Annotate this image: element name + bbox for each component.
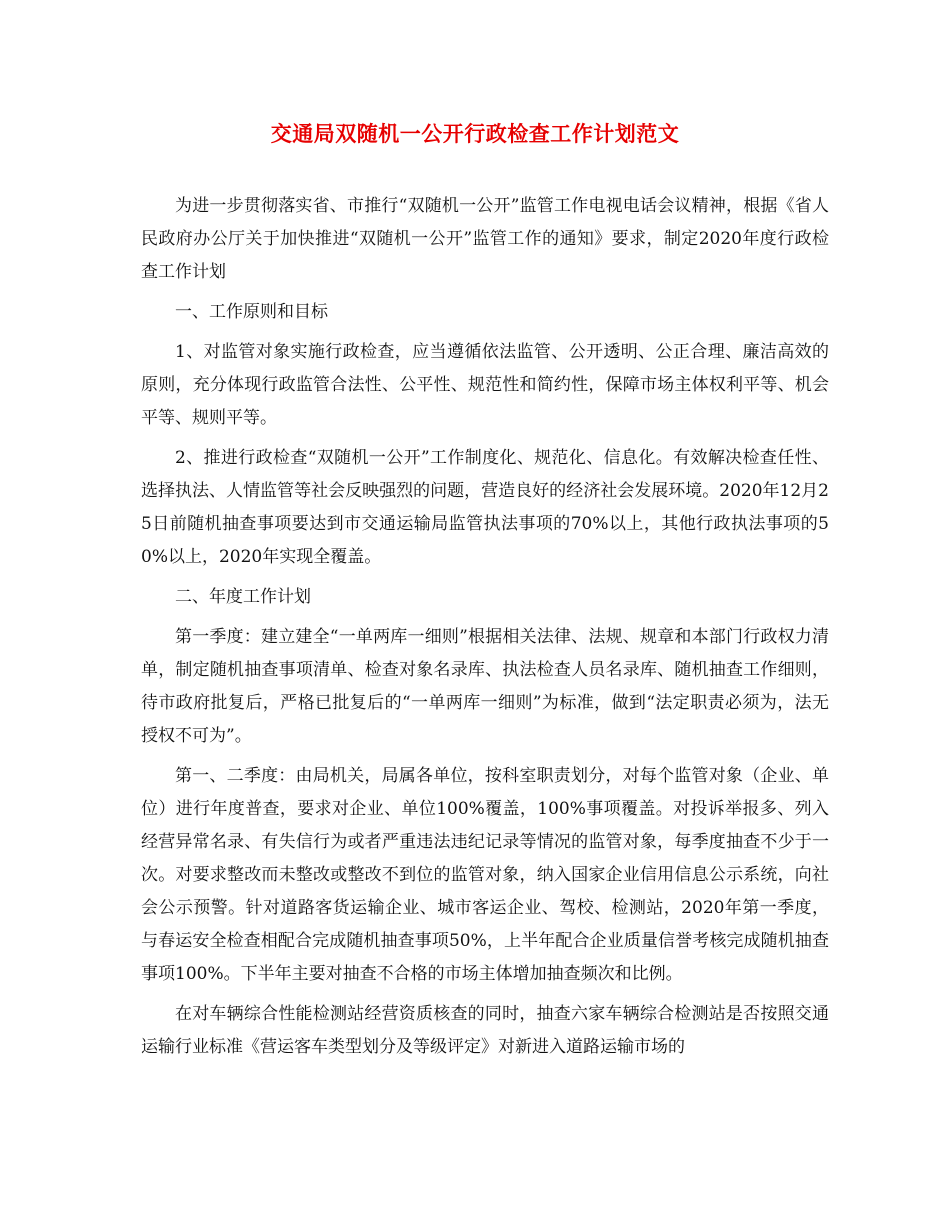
paragraph-principle-2: 2、推进行政检查“双随机一公开”工作制度化、规范化、信息化。有效解决检查任性、选择执法、人情监管等社会反映强烈的问题，营造良好的经济社会发展环境。2020年12月25日前随机抽查事项要达到市交通运输局监管执法事项的70%以上，其他行政执法事项的50%以上，2020年实现全覆盖。 [141, 448, 829, 567]
paragraph-q1: 第一季度：建立建全“一单两库一细则”根据相关法律、法规、规章和本部门行政权力清单，制定随机抽查事项清单、检查对象名录库、执法检查人员名录库、随机抽查工作细则，待市政府批复后，严格已批复后的“一单两库一细则”为标准，做到“法定职责必须为，法无授权不可为”。 [141, 627, 829, 746]
section-heading-annual-plan: 二、年度工作计划 [175, 587, 311, 607]
paragraph-inspection-station: 在对车辆综合性能检测站经营资质核查的同时，抽查六家车辆综合检测站是否按照交通运输行业标准《营运客车类型划分及等级评定》对新进入道路运输市场的 [141, 1004, 829, 1057]
document-title: 交通局双随机一公开行政检查工作计划范文 [270, 121, 680, 146]
paragraph-q1-q2: 第一、二季度：由局机关，局属各单位，按科室职责划分，对每个监管对象（企业、单位）进行年度普查，要求对企业、单位100%覆盖，100%事项覆盖。对投诉举报多、列入经营异常名录、有失信行为或者严重违法违纪记录等情况的监管对象，每季度抽查不少于一次。对要求整改而未整改或整改不到位的监管对象，纳入国家企业信用信息公示系统，向社会公示预警。针对道路客货运输企业、城市客运企业、驾校、检测站，2020年第一季度，与春运安全检查相配合完成随机抽查事项50%，上半年配合企业质量信誉考核完成随机抽查事项100%。下半年主要对抽查不合格的市场主体增加抽查频次和比例。 [141, 766, 829, 984]
section-heading-principles: 一、工作原则和目标 [175, 302, 328, 322]
paragraph-intro: 为进一步贯彻落实省、市推行“双随机一公开”监管工作电视电话会议精神，根据《省人民政府办公厅关于加快推进“双随机一公开”监管工作的通知》要求，制定2020年度行政检查工作计划 [141, 196, 829, 282]
document-body [141, 190, 829, 1071]
paragraph-principle-1: 1、对监管对象实施行政检查，应当遵循依法监管、公开透明、公正合理、廉洁高效的原则，充分体现行政监管合法性、公平性、规范性和简约性，保障市场主体权利平等、机会平等、规则平等。 [141, 342, 829, 428]
